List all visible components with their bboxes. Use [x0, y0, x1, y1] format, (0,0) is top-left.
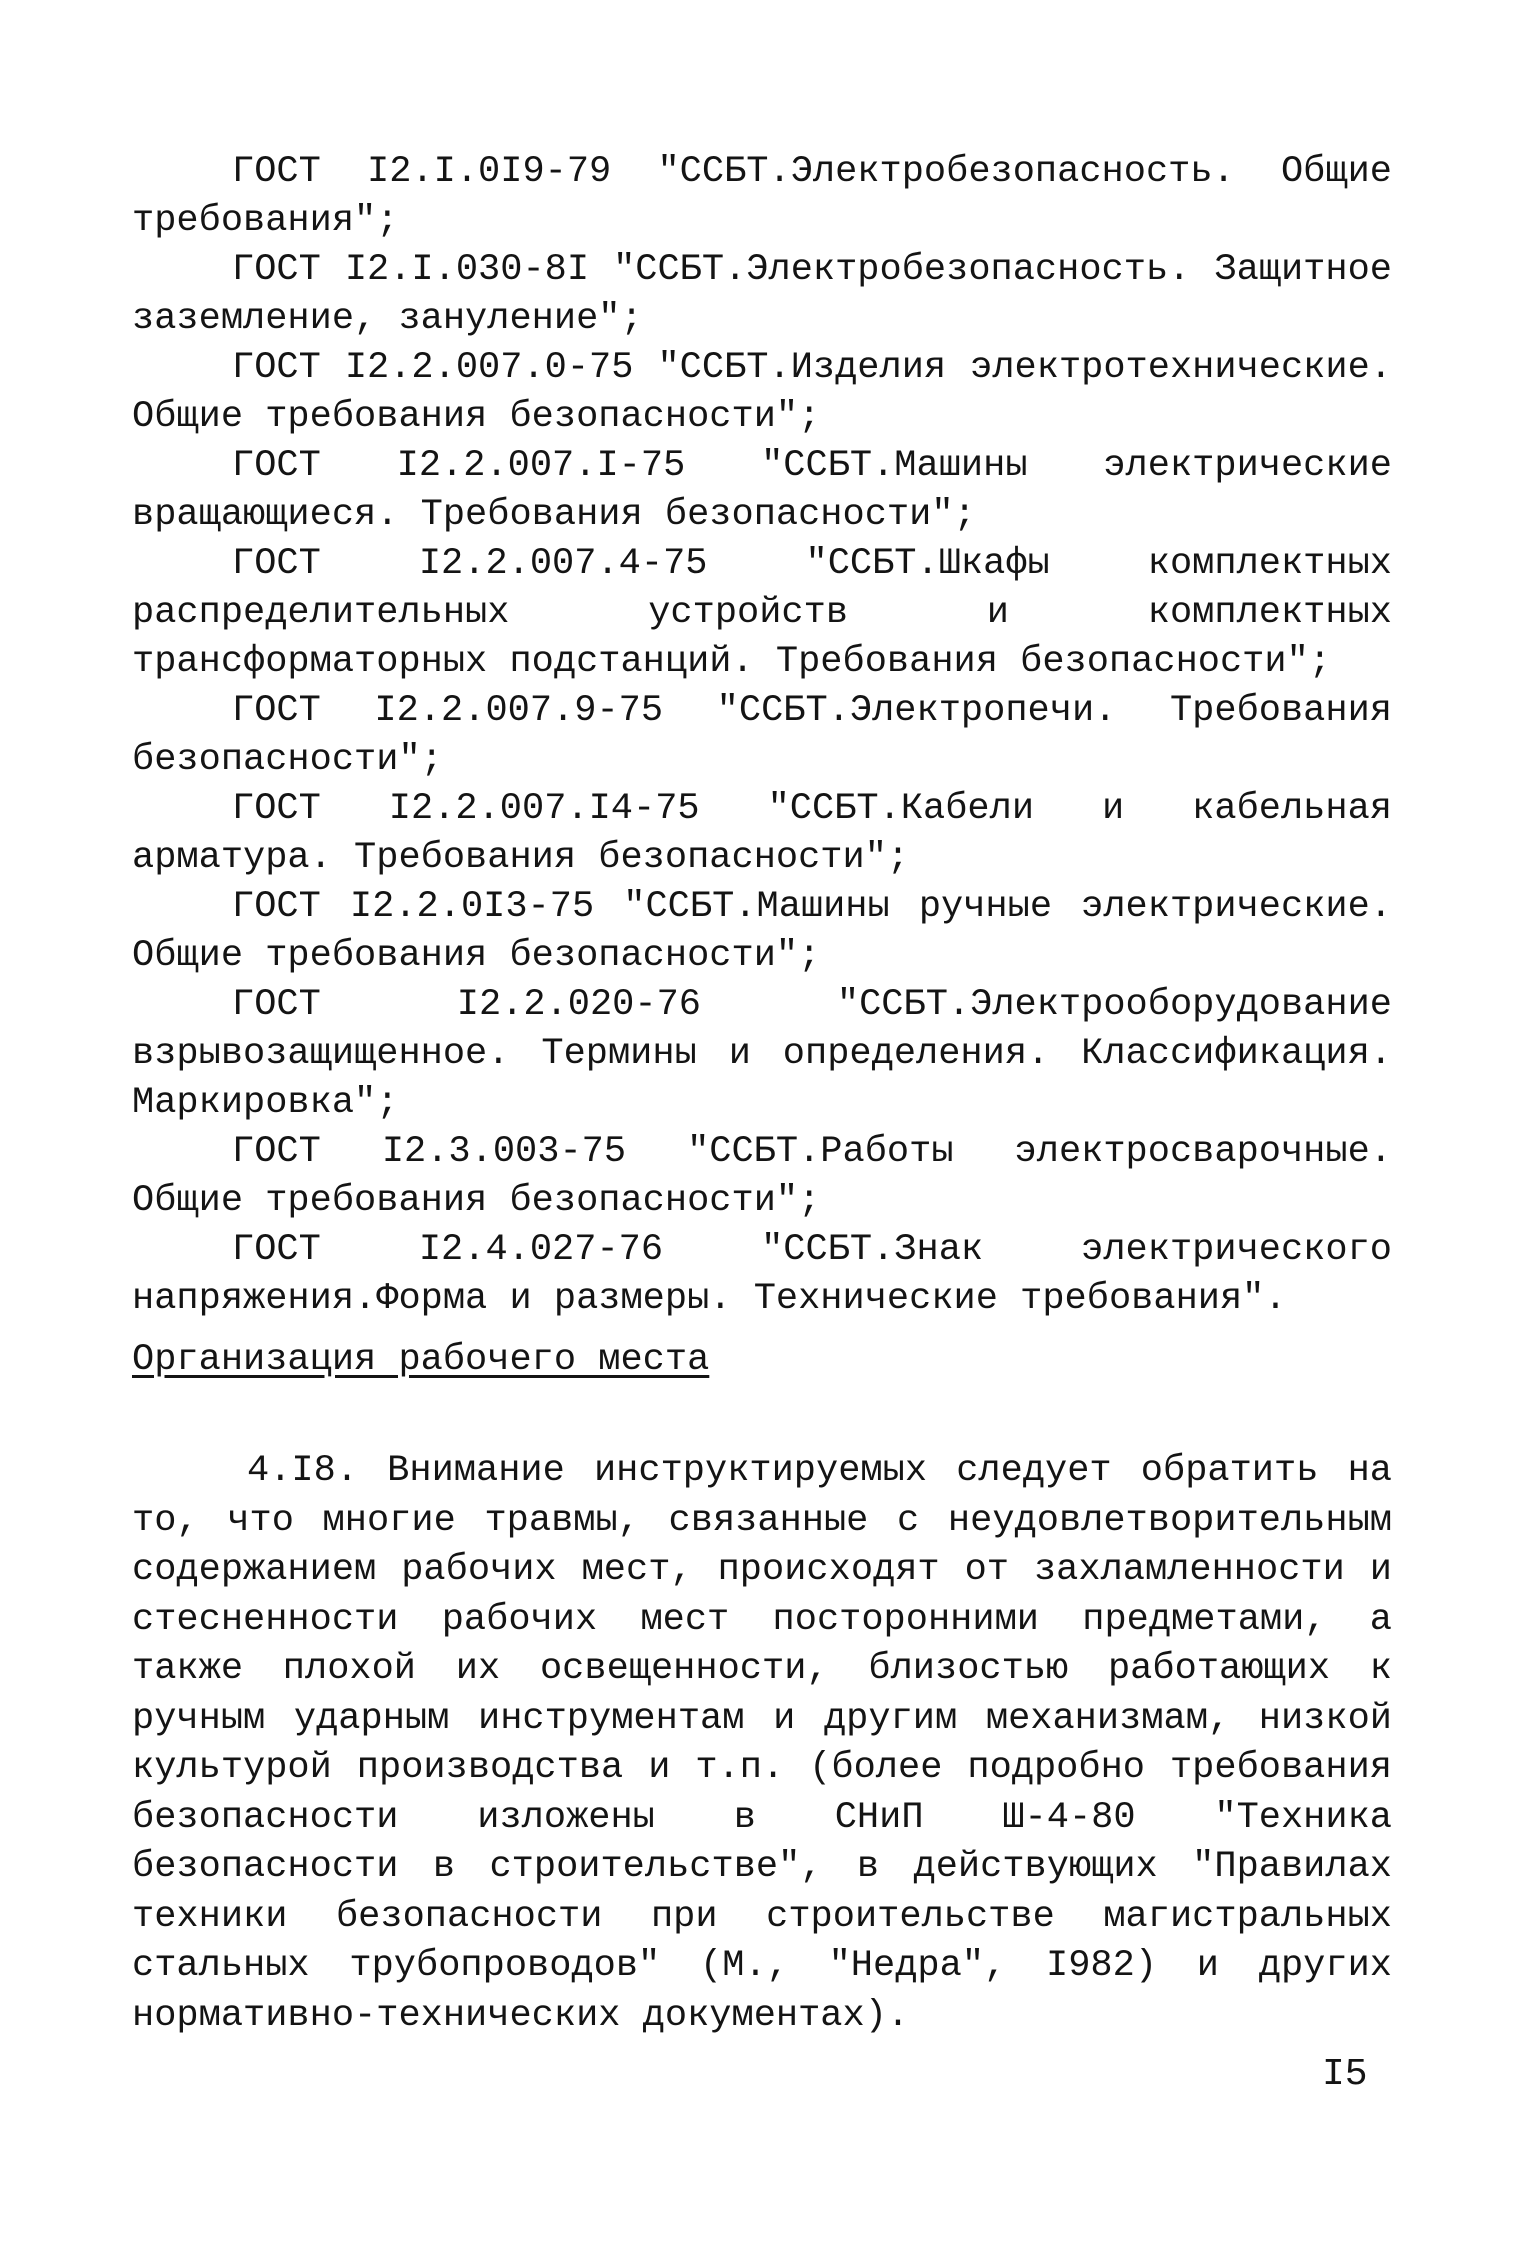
- gost-reference-item: ГОСТ I2.2.020-76 "ССБТ.Электрооборудование взрывозащищенное. Термины и определения. Классификация. Маркировка";: [132, 984, 1392, 1124]
- gost-reference-list: [132, 148, 1392, 1324]
- gost-reference-item: ГОСТ I2.2.007.9-75 "ССБТ.Электропечи. Требования безопасности";: [132, 690, 1392, 781]
- gost-reference-item: ГОСТ I2.4.027-76 "ССБТ.Знак электрического напряжения.Форма и размеры. Технические требования".: [132, 1229, 1392, 1320]
- page-number: I5: [1322, 2053, 1368, 2096]
- gost-reference-item: ГОСТ I2.2.0I3-75 "ССБТ.Машины ручные электрические. Общие требования безопасности";: [132, 886, 1392, 977]
- gost-reference-item: ГОСТ I2.2.007.I-75 "ССБТ.Машины электрические вращающиеся. Требования безопасности";: [132, 445, 1392, 536]
- gost-reference-item: ГОСТ I2.2.007.4-75 "ССБТ.Шкафы комплектных распределительных устройств и комплектных трансформаторных подстанций. Требования безопасности";: [132, 543, 1392, 683]
- gost-reference-item: ГОСТ I2.2.007.I4-75 "ССБТ.Кабели и кабельная арматура. Требования безопасности";: [132, 788, 1392, 879]
- body-paragraph: 4.I8. Внимание инструктируемых следует обратить на то, что многие травмы, связанные с неудовлетворительным содержанием рабочих мест, происходят от захламленности и стесненности рабочих мест посторонними предметами, а также плохой их освещенности, близостью работающих к ручным ударным инструментам и другим механизмам, низкой культурой производства и т.п. (более подробно требования безопасности изложены в СНиП Ш-4-80 "Техника безопасности в строительстве", в действующих "Правилах техники безопасности при строительстве магистральных стальных трубопроводов" (М., "Недра", I982) и других нормативно-технических документах).: [132, 1450, 1392, 2037]
- gost-reference-item: ГОСТ I2.I.0I9-79 "ССБТ.Электробезопасность. Общие требования";: [132, 151, 1392, 242]
- section-heading: Организация рабочего места: [132, 1339, 710, 1381]
- gost-reference-item: ГОСТ I2.I.030-8I "ССБТ.Электробезопасность. Защитное заземление, зануление";: [132, 249, 1392, 340]
- gost-reference-item: ГОСТ I2.2.007.0-75 "ССБТ.Изделия электротехнические. Общие требования безопасности";: [132, 347, 1392, 438]
- gost-reference-item: ГОСТ I2.3.003-75 "ССБТ.Работы электросварочные. Общие требования безопасности";: [132, 1131, 1392, 1222]
